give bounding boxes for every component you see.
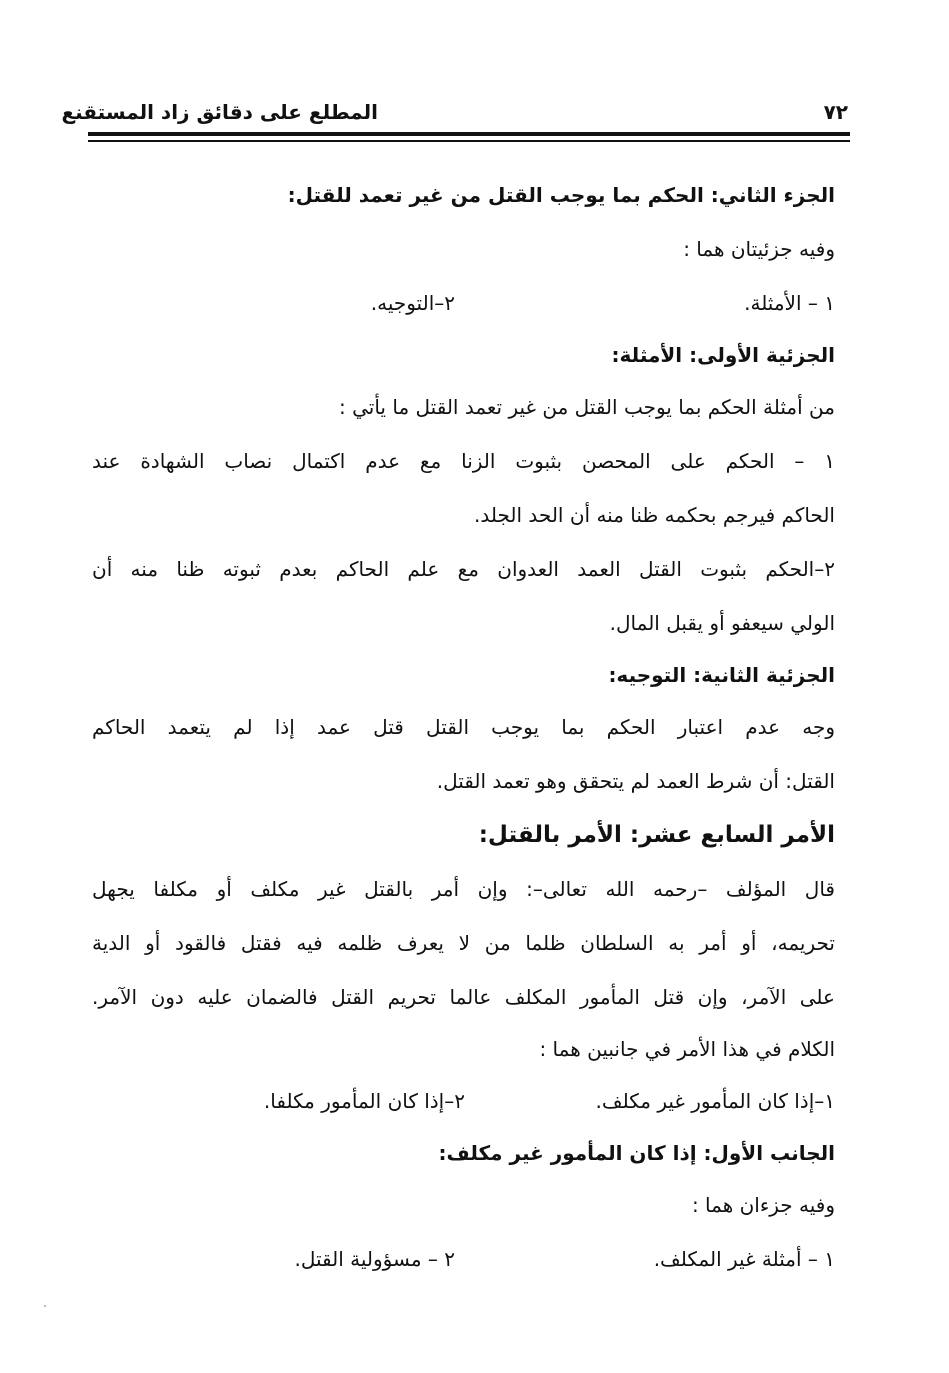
paragraph-line: قال المؤلف –رحمه الله تعالى–: وإن أمر بالقتل غير مكلف أو مكلفا يجهل — [92, 877, 835, 901]
subsection-heading: الجانب الأول: إذا كان المأمور غير مكلف: — [438, 1141, 835, 1165]
paragraph-line: ١ – الحكم على المحصن بثبوت الزنا مع عدم اكتمال نصاب الشهادة عند — [92, 449, 835, 473]
paragraph-line: وفيه جزئيتان هما : — [683, 237, 835, 261]
paragraph-line: من أمثلة الحكم بما يوجب القتل من غير تعمد القتل ما يأتي : — [339, 395, 835, 419]
scan-speck — [44, 1305, 46, 1307]
paragraph-line: تحريمه، أو أمر به السلطان ظلما من لا يعرف ظلمه فيه فقتل فالقود أو الدية — [92, 931, 835, 955]
subsection-heading: الجزئية الأولى: الأمثلة: — [611, 343, 835, 367]
paragraph-line: الحاكم فيرجم بحكمه ظنا منه أن الحد الجلد. — [474, 503, 835, 527]
enumeration-item: ١ – الأمثلة. — [744, 291, 835, 315]
paragraph-line: الكلام في هذا الأمر في جانبين هما : — [539, 1037, 835, 1061]
enumeration-row — [92, 1074, 835, 1128]
paragraph-line: القتل: أن شرط العمد لم يتحقق وهو تعمد القتل. — [436, 769, 835, 793]
enumeration-item: ٢ – مسؤولية القتل. — [294, 1247, 455, 1271]
paragraph-line: الولي سيعفو أو يقبل المال. — [609, 611, 835, 635]
paragraph-line: على الآمر، وإن قتل المأمور المكلف عالما تحريم القتل فالضمان عليه دون الآمر. — [92, 985, 835, 1009]
book-title: المطلع على دقائق زاد المستقنع — [61, 100, 378, 124]
enumeration-item: ٢–التوجيه. — [370, 291, 455, 315]
subsection-heading: الجزئية الثانية: التوجيه: — [608, 663, 835, 687]
enumeration-item: ١ – أمثلة غير المكلف. — [653, 1247, 835, 1271]
paragraph-line: وجه عدم اعتبار الحكم بما يوجب القتل قتل عمد إذا لم يتعمد الحاكم — [92, 715, 835, 739]
chapter-heading: الأمر السابع عشر: الأمر بالقتل: — [478, 822, 835, 848]
running-header — [61, 92, 848, 132]
paragraph-line: ٢–الحكم بثبوت القتل العمد العدوان مع علم الحاكم بعدم ثبوته ظنا منه أن — [92, 557, 835, 581]
paragraph-line: وفيه جزءان هما : — [691, 1193, 835, 1217]
enumeration-row — [92, 1232, 835, 1286]
section-heading: الجزء الثاني: الحكم بما يوجب القتل من غير تعمد للقتل: — [287, 183, 835, 207]
page-number: ٧٢ — [823, 100, 848, 124]
enumeration-item: ١–إذا كان المأمور غير مكلف. — [595, 1089, 835, 1113]
header-rule-thick — [88, 132, 850, 136]
header-rule-thin — [88, 140, 850, 142]
page-body — [92, 168, 835, 1286]
enumeration-item: ٢–إذا كان المأمور مكلفا. — [263, 1089, 465, 1113]
enumeration-row — [92, 276, 835, 330]
